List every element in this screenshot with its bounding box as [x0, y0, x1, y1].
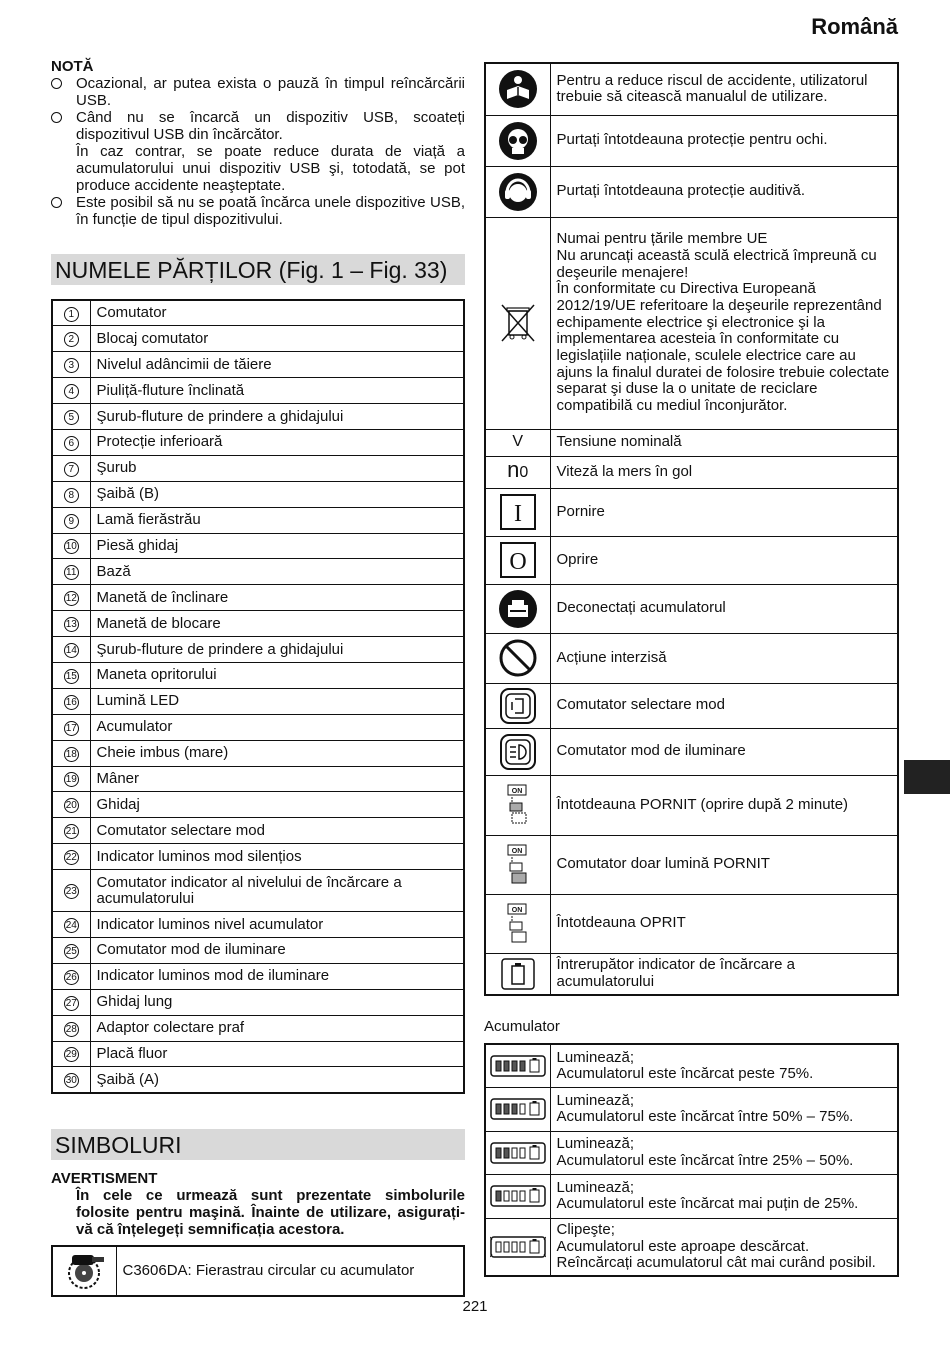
part-name: Adaptor colectare praf [90, 1015, 464, 1041]
table-row [52, 1015, 464, 1041]
part-name: Comutator indicator al nivelului de încărcare a acumulatorului [90, 870, 464, 912]
part-number-circle: 5 [64, 410, 79, 425]
light-always-on-icon [485, 775, 550, 835]
table-row [52, 740, 464, 766]
part-number-circle: 4 [64, 384, 79, 399]
symbol-row [485, 536, 898, 584]
part-number [52, 455, 90, 481]
part-name: Şaibă (A) [90, 1067, 464, 1093]
symbol-row [485, 584, 898, 633]
part-name: Cheie imbus (mare) [90, 740, 464, 766]
symbol-row [485, 217, 898, 429]
svg-text:ON: ON [511, 788, 522, 795]
part-name: Maneta opritorului [90, 662, 464, 688]
light-only-on-icon [485, 835, 550, 894]
table-row [52, 766, 464, 792]
part-number-circle: 3 [64, 358, 79, 373]
battery-level-bar [496, 1242, 501, 1252]
part-name: Indicator luminos mod de iluminare [90, 963, 464, 989]
part-number-circle: 25 [65, 945, 77, 957]
part-number [52, 792, 90, 818]
part-number [52, 1067, 90, 1093]
symbol-text: Întotdeauna OPRIT [550, 894, 898, 953]
table-row [52, 818, 464, 844]
part-name: Manetă de înclinare [90, 585, 464, 611]
part-name: Lamă fierăstrău [90, 507, 464, 533]
battery-level-bar [512, 1104, 517, 1114]
symbols-heading: SIMBOLURI [51, 1129, 465, 1160]
warning-text: În cele ce urmează sunt prezentate simbolurile folosite pentru maşină. Înainte de utilizare, asigurați-vă că înțelegeți semnificația acestora. [76, 1186, 465, 1238]
table-row [52, 481, 464, 507]
part-number-circle: 19 [65, 774, 77, 786]
battery-blinking-icon [485, 1218, 550, 1276]
left-column [51, 58, 465, 1297]
light-mode-switch-icon [485, 728, 550, 775]
battery-status-text: Luminează; Acumulatorul este încărcat mai puțin de 25%. [550, 1175, 898, 1219]
no-load-speed-symbol: n0 [485, 456, 550, 488]
table-row [52, 714, 464, 740]
symbol-text: Deconectați acumulatorul [550, 584, 898, 633]
battery-level-bar [520, 1148, 525, 1158]
note-item: Este posibil să nu se poată încărca unele dispozitive USB, în funcție de tipul dispozitivului. [51, 194, 465, 228]
table-row [52, 429, 464, 455]
battery-level-bar [520, 1061, 525, 1071]
part-number [52, 1015, 90, 1041]
part-name: Comutator selectare mod [90, 818, 464, 844]
warning-title: AVERTISMENT [51, 1169, 158, 1187]
symbol-row [485, 683, 898, 728]
part-number [52, 559, 90, 585]
battery-level-bar [520, 1242, 525, 1252]
part-number [52, 404, 90, 430]
part-number [52, 662, 90, 688]
part-number-circle: 9 [64, 514, 79, 529]
symbol-row [485, 166, 898, 217]
part-name: Şurub-fluture de prindere a ghidajului [90, 637, 464, 663]
part-number [52, 740, 90, 766]
part-number-circle: 14 [65, 645, 77, 657]
part-number-circle: 27 [65, 997, 77, 1009]
table-row [52, 611, 464, 637]
part-number [52, 844, 90, 870]
table-row [52, 637, 464, 663]
part-number [52, 714, 90, 740]
battery-level-bar [504, 1191, 509, 1201]
part-number [52, 378, 90, 404]
part-number [52, 429, 90, 455]
crossed-bin-icon [485, 217, 550, 429]
symbol-row [485, 835, 898, 894]
battery-level-bar [520, 1104, 525, 1114]
part-name: Bază [90, 559, 464, 585]
part-number [52, 1041, 90, 1067]
battery-level-bar [512, 1191, 517, 1201]
parts-table [51, 299, 465, 1094]
battery-status-text: Clipeşte; Acumulatorul este aproape descărcat. Reîncărcați acumulatorul cât mai curând posibil. [550, 1218, 898, 1276]
part-number-circle: 28 [65, 1023, 77, 1035]
part-number-circle: 18 [65, 748, 77, 760]
part-name: Acumulator [90, 714, 464, 740]
part-number [52, 481, 90, 507]
battery-indicator-switch-icon [485, 953, 550, 995]
part-number [52, 637, 90, 663]
table-row [52, 326, 464, 352]
battery-level-bar [512, 1242, 517, 1252]
battery-level-bar [520, 1191, 525, 1201]
battery-status-text: Luminează; Acumulatorul este încărcat între 25% – 50%. [550, 1131, 898, 1175]
symbol-row [485, 429, 898, 456]
part-number-circle: 29 [65, 1049, 77, 1061]
table-row [52, 300, 464, 326]
symbol-row [485, 488, 898, 536]
page-number: 221 [462, 1298, 488, 1315]
note-item: Ocazional, ar putea exista o pauză în timpul reîncărcării USB. [51, 75, 465, 109]
part-number [52, 766, 90, 792]
part-number-circle: 23 [65, 886, 77, 898]
part-number [52, 818, 90, 844]
symbol-text: Comutator doar lumină PORNIT [550, 835, 898, 894]
table-row [52, 912, 464, 938]
symbol-row [485, 456, 898, 488]
parts-heading: NUMELE PĂRȚILOR (Fig. 1 – Fig. 33) [51, 254, 465, 285]
battery-table [484, 1043, 899, 1277]
battery-status-text: Luminează; Acumulatorul este încărcat peste 75%. [550, 1044, 898, 1088]
switch-off-icon [485, 536, 550, 584]
part-number-circle: 30 [65, 1075, 77, 1087]
prohibited-icon [485, 633, 550, 683]
part-name: Comutator mod de iluminare [90, 937, 464, 963]
part-number-circle: 17 [65, 722, 77, 734]
bullet-circle-icon [51, 197, 62, 208]
symbol-row [485, 775, 898, 835]
symbol-text: Purtați întotdeauna protecție auditivă. [550, 166, 898, 217]
model-description: C3606DA: Fierastrau circular cu acumulator [122, 1262, 415, 1280]
battery-level-bar [496, 1148, 501, 1158]
table-row [52, 792, 464, 818]
symbol-text: Pornire [550, 488, 898, 536]
table-row [52, 404, 464, 430]
part-name: Blocaj comutator [90, 326, 464, 352]
table-row [485, 1218, 898, 1276]
svg-text:I: I [513, 501, 522, 527]
svg-text:O: O [509, 549, 527, 575]
battery-level-bar [512, 1061, 517, 1071]
symbol-text: Întotdeauna PORNIT (oprire după 2 minute) [550, 775, 898, 835]
part-number [52, 963, 90, 989]
svg-text:ON: ON [511, 906, 522, 914]
part-name: Manetă de blocare [90, 611, 464, 637]
table-row [52, 963, 464, 989]
part-number-circle: 22 [65, 852, 77, 864]
battery-level-bar [504, 1061, 509, 1071]
symbol-text: Comutator mod de iluminare [550, 728, 898, 775]
battery-level-bar [504, 1148, 509, 1158]
table-row [52, 378, 464, 404]
table-row [52, 559, 464, 585]
disconnect-battery-icon [485, 584, 550, 633]
part-number-circle: 11 [64, 565, 79, 580]
part-number-circle: 2 [64, 332, 79, 347]
symbol-text: Numai pentru țările membre UE Nu aruncați această sculă electrică împreună cu deşeurile menajere! În conformitate cu Directiva Europeană 2012/19/UE referitoare la deşeurile reprezentând echipamente electrice şi electronice şi la implementarea acesteia în conformitate cu legislațiile naționale, sculele electrice care au ajuns la finalul duratei de folosire trebuie colectate separat şi duse la o unitate de reciclare compatibilă cu mediul înconjurător. [550, 217, 898, 429]
battery-level-bar [496, 1061, 501, 1071]
table-row [52, 585, 464, 611]
battery-label: Acumulator [484, 1018, 560, 1035]
part-number-circle: 10 [65, 541, 77, 553]
battery-level-bar [504, 1104, 509, 1114]
svg-text:ON: ON [511, 847, 522, 855]
part-name: Ghidaj lung [90, 989, 464, 1015]
part-number-circle: 8 [64, 488, 79, 503]
read-manual-icon [485, 63, 550, 115]
battery-status-text: Luminează; Acumulatorul este încărcat între 50% – 75%. [550, 1088, 898, 1132]
light-always-off-icon [485, 894, 550, 953]
right-column [484, 62, 899, 1277]
table-row [52, 870, 464, 912]
part-number-circle: 7 [64, 462, 79, 477]
part-name: Indicator luminos mod silențios [90, 844, 464, 870]
symbol-row [485, 115, 898, 166]
battery-level-bar [496, 1104, 501, 1114]
table-row [52, 937, 464, 963]
symbol-text: Viteză la mers în gol [550, 456, 898, 488]
table-row [52, 1067, 464, 1093]
table-row [52, 688, 464, 714]
symbol-text: Oprire [550, 536, 898, 584]
part-number-circle: 21 [65, 826, 77, 838]
part-name: Nivelul adâncimii de tăiere [90, 352, 464, 378]
note-list [51, 75, 465, 228]
voltage-symbol: V [485, 429, 550, 456]
table-row [52, 1041, 464, 1067]
section-tab-marker [904, 760, 950, 794]
part-number-circle: 26 [65, 971, 77, 983]
part-name: Ghidaj [90, 792, 464, 818]
part-number [52, 611, 90, 637]
symbol-text: Purtați întotdeauna protecție pentru ochi. [550, 115, 898, 166]
symbol-row [485, 894, 898, 953]
table-row [485, 1175, 898, 1219]
switch-on-icon [485, 488, 550, 536]
battery-level-bar [512, 1148, 517, 1158]
symbol-row [485, 728, 898, 775]
ear-protection-icon [485, 166, 550, 217]
part-number-circle: 13 [65, 619, 77, 631]
part-name: Şurub [90, 455, 464, 481]
symbol-text: Întrerupător indicator de încărcare a acumulatorului [550, 953, 898, 995]
part-name: Indicator luminos nivel acumulator [90, 912, 464, 938]
part-name: Piuliță-fluture înclinată [90, 378, 464, 404]
symbol-row [485, 953, 898, 995]
symbol-row [485, 633, 898, 683]
part-number [52, 585, 90, 611]
table-row [52, 989, 464, 1015]
part-number-circle: 16 [65, 696, 77, 708]
battery-level-bar [496, 1191, 501, 1201]
part-number [52, 300, 90, 326]
battery-4-bars-icon [485, 1044, 550, 1088]
part-number-circle: 24 [65, 920, 77, 932]
eye-protection-icon [485, 115, 550, 166]
symbols-table [484, 62, 899, 996]
part-name: Lumină LED [90, 688, 464, 714]
symbol-text: Acțiune interzisă [550, 633, 898, 683]
battery-3-bars-icon [485, 1088, 550, 1132]
bullet-circle-icon [51, 78, 62, 89]
table-row [52, 455, 464, 481]
note-item: Când nu se încarcă un dispozitiv USB, scoateți dispozitivul USB din încărcător. În caz contrar, se poate reduce durata de viață a acumulatorului unui dispozitiv USB şi, totodată, se pot produce accidente neaşteptate. [51, 109, 465, 194]
part-number-circle: 15 [65, 670, 77, 682]
battery-1-bar-icon [485, 1175, 550, 1219]
table-row [52, 507, 464, 533]
part-name: Comutator [90, 300, 464, 326]
table-row [485, 1131, 898, 1175]
bullet-circle-icon [51, 112, 62, 123]
part-number-circle: 20 [65, 800, 77, 812]
battery-2-bars-icon [485, 1131, 550, 1175]
part-name: Mâner [90, 766, 464, 792]
model-table [51, 1245, 465, 1297]
part-number [52, 533, 90, 559]
symbol-text: Comutator selectare mod [550, 683, 898, 728]
table-row [52, 533, 464, 559]
part-number-circle: 6 [64, 436, 79, 451]
mode-select-switch-icon [485, 683, 550, 728]
symbol-text: Pentru a reduce riscul de accidente, utilizatorul trebuie să citească manualul de utilizare. [550, 63, 898, 115]
part-number-circle: 1 [64, 307, 79, 322]
table-row [52, 352, 464, 378]
part-number [52, 912, 90, 938]
part-number [52, 326, 90, 352]
part-number [52, 989, 90, 1015]
part-name: Placă fluor [90, 1041, 464, 1067]
note-title: NOTĂ [51, 58, 94, 75]
symbol-row [485, 63, 898, 115]
table-row [485, 1088, 898, 1132]
battery-level-bar [504, 1242, 509, 1252]
part-number [52, 352, 90, 378]
part-name: Piesă ghidaj [90, 533, 464, 559]
part-number [52, 507, 90, 533]
part-name: Protecție inferioară [90, 429, 464, 455]
part-number [52, 937, 90, 963]
table-row [52, 662, 464, 688]
part-name: Şaibă (B) [90, 481, 464, 507]
part-number [52, 870, 90, 912]
symbol-text: Tensiune nominală [550, 429, 898, 456]
table-row [485, 1044, 898, 1088]
language-label: Română [811, 14, 898, 39]
circular-saw-icon [52, 1246, 116, 1296]
part-number-circle: 12 [65, 593, 77, 605]
part-number [52, 688, 90, 714]
table-row [52, 844, 464, 870]
part-name: Şurub-fluture de prindere a ghidajului [90, 404, 464, 430]
